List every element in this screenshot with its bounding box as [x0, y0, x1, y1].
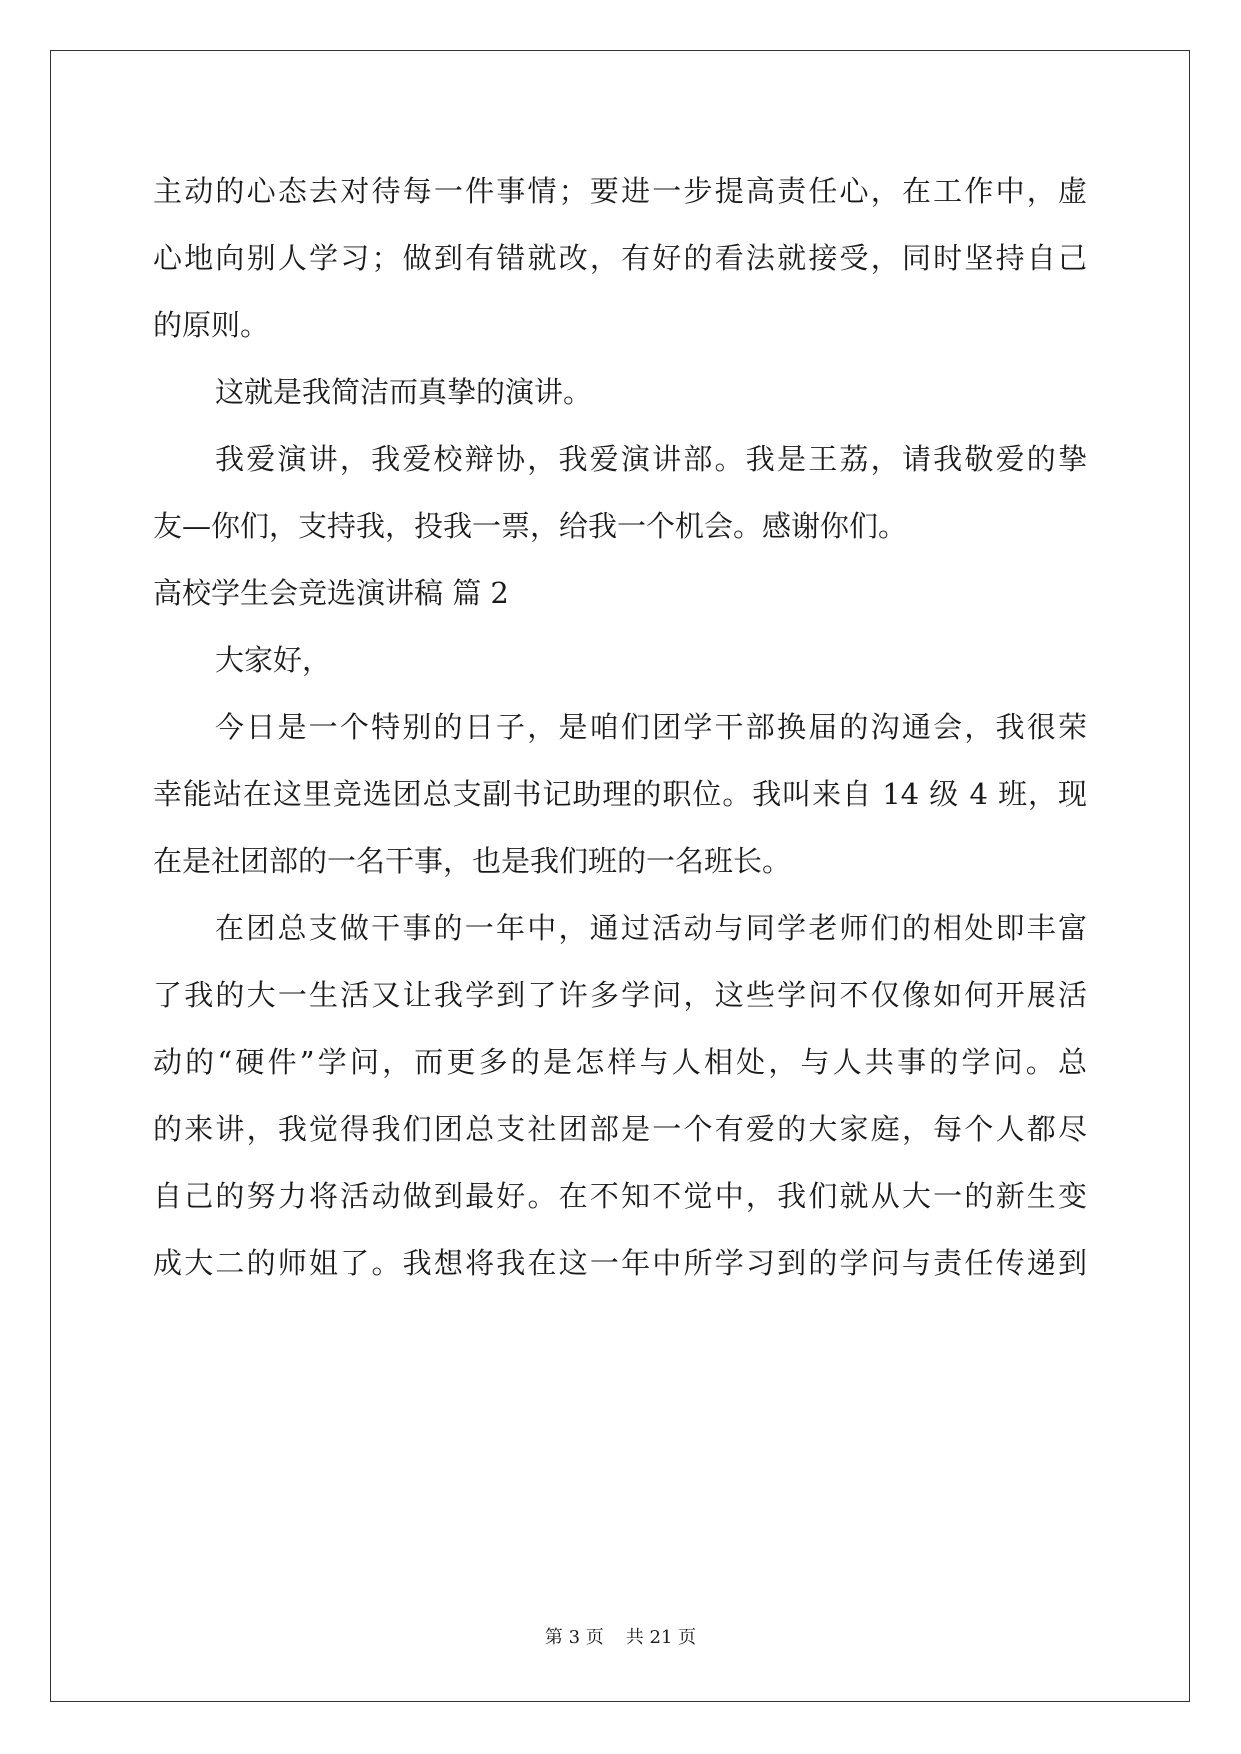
text-line-2: 心地向别人学习；做到有错就改，有好的看法就接受，同时坚持自己 [153, 241, 1087, 275]
text-line-3: 的原则。 [153, 308, 270, 342]
text-line-9: 今日是一个特别的日子，是咱们团学干部换届的沟通会，我很荣 [215, 710, 1087, 744]
text-line-6: 友—你们，支持我，投我一票，给我一个机会。感谢你们。 [153, 509, 908, 543]
text-line-10: 幸能站在这里竞选团总支副书记助理的职位。我叫来自 14 级 4 班，现 [153, 777, 1087, 811]
text-line-1: 主动的心态去对待每一件事情；要进一步提高责任心，在工作中，虚 [153, 174, 1087, 208]
text-line-5: 我爱演讲，我爱校辩协，我爱演讲部。我是王荔，请我敬爱的挚 [215, 442, 1087, 476]
page-footer [0, 1623, 1241, 1649]
text-line-16: 自己的努力将活动做到最好。在不知不觉中，我们就从大一的新生变 [153, 1179, 1087, 1213]
text-line-17: 成大二的师姐了。我想将我在这一年中所学习到的学问与责任传递到 [153, 1246, 1087, 1280]
text-line-11: 在是社团部的一名干事，也是我们班的一名班长。 [153, 844, 792, 878]
text-line-4: 这就是我简洁而真挚的演讲。 [215, 375, 593, 409]
section-heading: 高校学生会竞选演讲稿 篇 2 [153, 576, 509, 610]
text-line-14: 动的“硬件”学问，而更多的是怎样与人相处，与人共事的学问。总 [153, 1045, 1087, 1079]
page-total: 共 21 页 [625, 1627, 697, 1648]
page-number: 第 3 页 [544, 1627, 604, 1648]
greeting-line: 大家好， [215, 643, 332, 677]
text-line-15: 的来讲，我觉得我们团总支社团部是一个有爱的大家庭，每个人都尽 [153, 1112, 1087, 1146]
text-line-12: 在团总支做干事的一年中，通过活动与同学老师们的相处即丰富 [215, 911, 1087, 945]
text-line-13: 了我的大一生活又让我学到了许多学问，这些学问不仅像如何开展活 [153, 978, 1087, 1012]
document-body [153, 158, 1087, 1297]
